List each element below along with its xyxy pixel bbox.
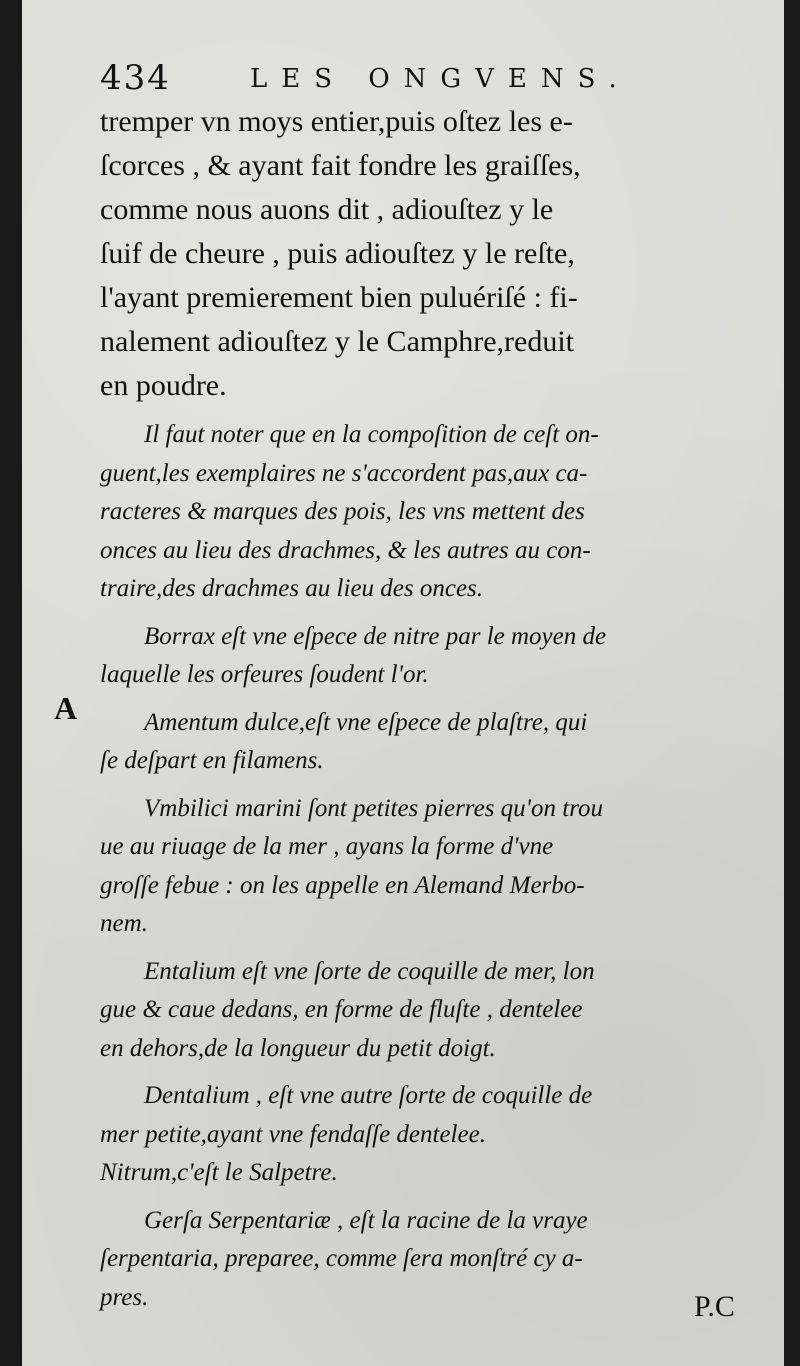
note-paragraph [100, 790, 768, 944]
text-line: Amentum dulce,eſt vne eſpece de plaſtre, qui [144, 708, 588, 736]
text-line: Borrax eſt vne eſpece de nitre par le moyen de [144, 622, 607, 650]
text-line: nem. [100, 910, 148, 937]
note-paragraph [100, 1202, 768, 1318]
note-paragraph [100, 704, 768, 781]
signature-mark: P.C [694, 1290, 735, 1323]
roman-paragraph [100, 100, 768, 408]
text-line: en dehors,de la longueur du petit doigt. [100, 1034, 496, 1062]
text-line: Nitrum,c'eſt le Salpetre. [100, 1159, 338, 1186]
text-line: Il faut noter que en la compoſition de ceſt on- [144, 421, 599, 448]
text-line: Dentalium , eſt vne autre ſorte de coquille de [144, 1082, 593, 1109]
text-line: comme nous auons dit , adiouſtez y le [100, 193, 554, 226]
text-line: ue au riuage de la mer , ayans la forme d'vne [100, 833, 554, 860]
text-line: ſerpentaria, preparee, comme ſera monſtré cy a- [100, 1245, 583, 1272]
notes-block [100, 416, 768, 1317]
text-line: Vmbilici marini ſont petites pierres qu'on trou [144, 794, 604, 822]
book-page [22, 0, 784, 1366]
text-line: ſcorces , & ayant fait fondre les graiſſes, [100, 149, 581, 182]
text-line: guent,les exemplaires ne s'accordent pas,aux ca- [100, 459, 588, 487]
text-line: gue & caue dedans, en forme de fluſte , dentelee [100, 996, 583, 1023]
note-paragraph [100, 416, 768, 609]
text-line: l'ayant premierement bien puluériſé : fi- [100, 281, 578, 314]
text-line: mer petite,ayant vne fendaſſe dentelee. [100, 1120, 486, 1148]
text-line: pres. [100, 1283, 149, 1311]
page-header [100, 58, 760, 98]
note-paragraph [100, 953, 768, 1069]
note-paragraph [100, 618, 768, 695]
text-line: onces au lieu des drachmes, & les autres au con- [100, 536, 591, 564]
running-title: LES ONGVENS. [250, 64, 631, 94]
page-number: 434 [100, 58, 171, 98]
body-text [100, 100, 768, 1317]
text-line: en poudre. [100, 369, 227, 402]
text-line: racteres & marques des pois, les vns mettent des [100, 498, 585, 525]
text-line: tremper vn moys entier,puis oſtez les e- [100, 105, 573, 138]
text-line: Entalium eſt vne ſorte de coquille de mer, lon [144, 957, 595, 985]
margin-letter: A [54, 690, 78, 726]
text-line: laquelle les orfeures ſoudent l'or. [100, 661, 429, 688]
text-line: ſuif de cheure , puis adiouſtez y le reſte, [100, 237, 575, 270]
text-line: traire,des drachmes au lieu des onces. [100, 575, 484, 602]
note-paragraph [100, 1077, 768, 1154]
text-line: ſe deſpart en filamens. [100, 747, 324, 774]
note-paragraph [100, 1154, 768, 1193]
text-line: groſſe febue : on les appelle en Alemand Merbo- [100, 871, 585, 899]
text-line: Gerſa Serpentariæ , eſt la racine de la vraye [144, 1206, 588, 1234]
text-line: nalement adiouſtez y le Camphre,reduit [100, 325, 574, 358]
